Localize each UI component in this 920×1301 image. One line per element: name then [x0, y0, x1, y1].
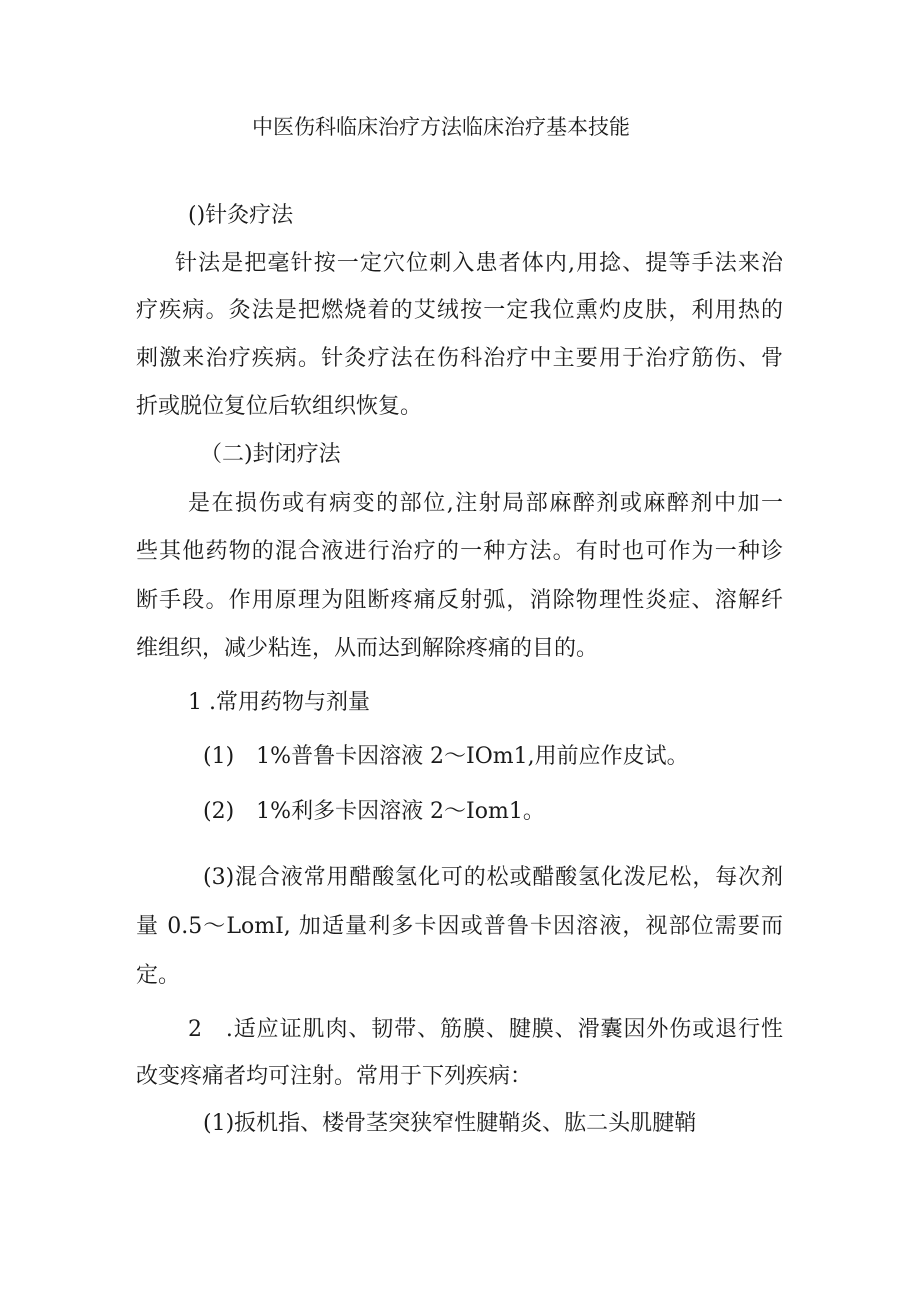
- paragraph-line: 针法是把毫针按一定穴位刺入患者体内,用捻、提等手法来治: [175, 251, 783, 276]
- list-item: (1)扳机指、楼骨茎突狭窄性腱鞘炎、肱二头肌腱鞘: [203, 1111, 697, 1136]
- paragraph-line: 疗疾病。灸法是把燃烧着的艾绒按一定我位熏灼皮肤，利用热的: [136, 298, 783, 323]
- list-heading-continuation: 改变疼痛者均可注射。常用于下列疾病：: [136, 1064, 533, 1089]
- paragraph-line: 是在损伤或有病变的部位,注射局部麻醉剂或麻醉剂中加一: [188, 491, 783, 516]
- paragraph-line: 折或脱位复位后软组织恢复。: [136, 394, 423, 419]
- list-heading-drugs-dosage: 1 .常用药物与剂量: [188, 690, 370, 715]
- section-heading-block-therapy: （二)封闭疗法: [200, 442, 341, 467]
- list-item: (1) 1%普鲁卡因溶液 2～IOm1,用前应作皮试。: [203, 744, 689, 769]
- list-item: (2) 1%利多卡因溶液 2～Iom1。: [203, 799, 545, 824]
- document-title: 中医伤科临床治疗方法临床治疗基本技能: [252, 115, 630, 139]
- paragraph-line: 维组织，减少粘连，从而达到解除疼痛的目的。: [136, 636, 599, 661]
- list-item: (3)混合液常用醋酸氢化可的松或醋酸氢化泼尼松，每次剂: [203, 865, 783, 890]
- list-item-continuation: 定。: [136, 963, 181, 988]
- section-heading-acupuncture: ()针灸疗法: [188, 203, 294, 228]
- list-heading-indications: 2 .适应证肌肉、韧带、筋膜、腱膜、滑囊因外伤或退行性: [188, 1017, 783, 1042]
- paragraph-line: 些其他药物的混合液进行治疗的一种方法。有时也可作为一种诊: [136, 539, 783, 564]
- paragraph-line: 刺激来治疗疾病。针灸疗法在伤科治疗中主要用于治疗筋伤、骨: [136, 346, 783, 371]
- list-item-continuation: 量 0.5～LomI, 加适量利多卡因或普鲁卡因溶液，视部位需要而: [136, 914, 783, 939]
- paragraph-line: 断手段。作用原理为阻断疼痛反射弧，消除物理性炎症、溶解纤: [136, 588, 783, 613]
